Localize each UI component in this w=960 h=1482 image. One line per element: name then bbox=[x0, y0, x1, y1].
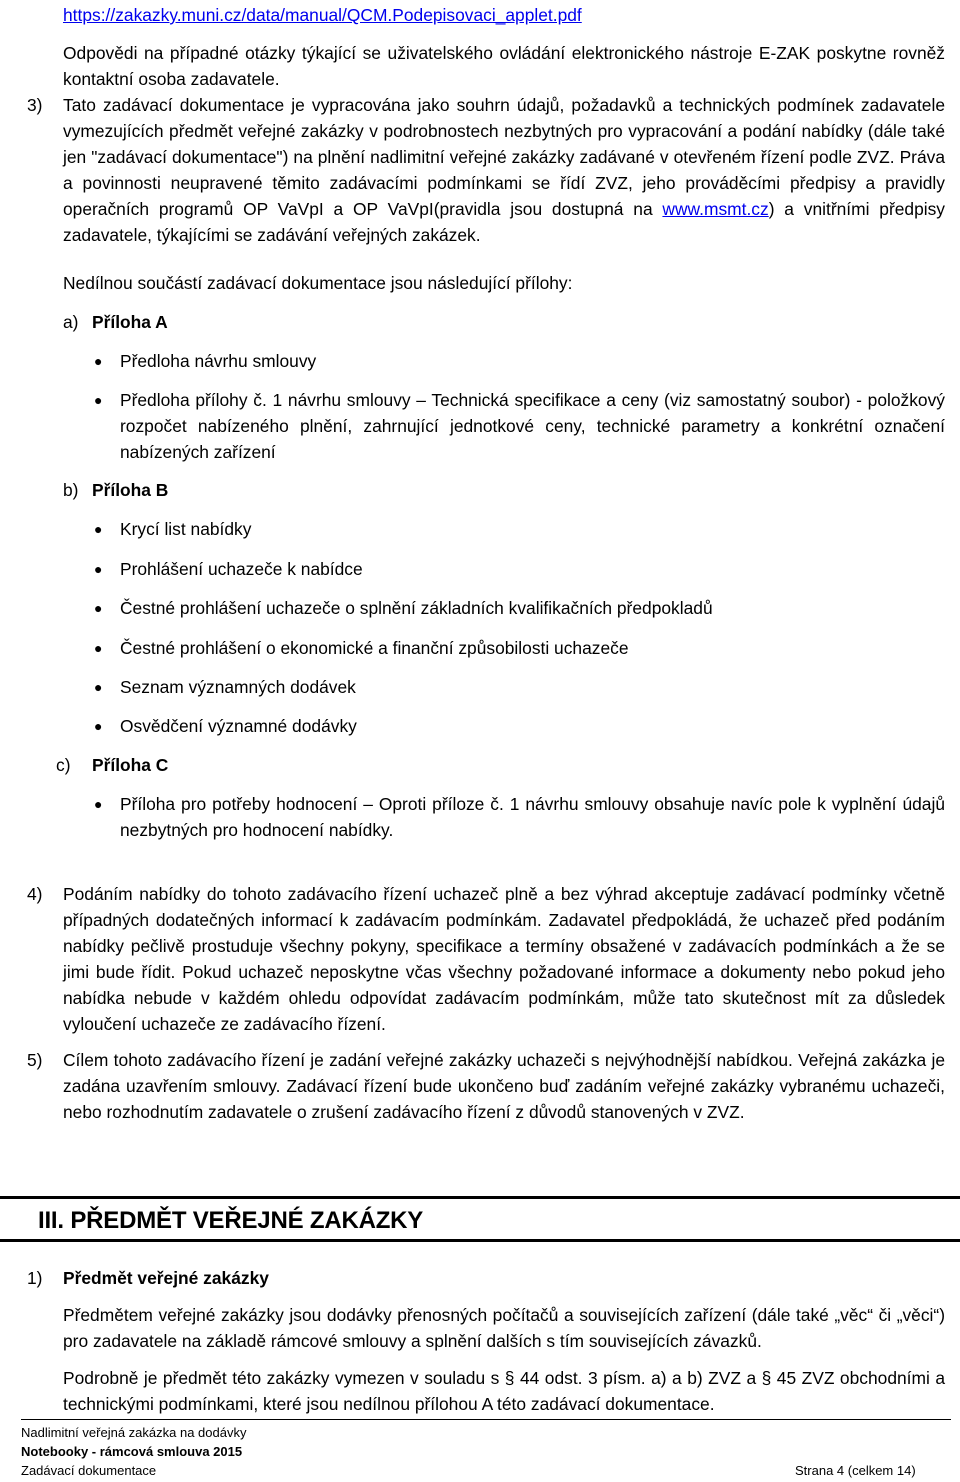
paragraph-5: Cílem tohoto zadávacího řízení je zadání veřejné zakázky uchazeči s nejvýhodnější nabídkou. Veřejná zakázka je zadána uzavřením smlouvy. Zadávací řízení bude ukončeno buď zadáním veřejné zakázky vybranému uchazeči, nebo rozhodnutím zadavatele o zrušení zadávacího řízení z důvodů stanovených v ZVZ. bbox=[63, 1050, 945, 1122]
section-item-title: Předmět veřejné zakázky bbox=[63, 1268, 269, 1288]
annex-b-item: Prohlášení uchazeče k nabídce bbox=[120, 559, 363, 579]
annex-a-item: Předloha návrhu smlouvy bbox=[120, 351, 317, 371]
bullet-icon: ● bbox=[94, 796, 103, 812]
bullet-icon: ● bbox=[94, 600, 103, 616]
annex-c-item: Příloha pro potřeby hodnocení – Oproti příloze č. 1 návrhu smlouvy obsahuje navíc pole k vyplnění údajů nezbytných pro hodnocení nabídky. bbox=[120, 794, 945, 840]
footer-line-2: Notebooky - rámcová smlouva 2015 bbox=[21, 1444, 243, 1459]
annex-b-item: Krycí list nabídky bbox=[120, 519, 252, 539]
annex-a-title: Příloha A bbox=[92, 312, 168, 332]
section-rule-top bbox=[0, 1196, 960, 1199]
bullet-icon: ● bbox=[94, 561, 103, 577]
section-item-number: 1) bbox=[27, 1268, 43, 1288]
section-heading: III. PŘEDMĚT VEŘEJNÉ ZAKÁZKY bbox=[38, 1207, 424, 1234]
bullet-icon: ● bbox=[94, 353, 103, 369]
item-number-4: 4) bbox=[27, 884, 43, 904]
annex-a-letter: a) bbox=[63, 312, 79, 332]
paragraph-4: Podáním nabídky do tohoto zadávacího řízení uchazeč plně a bez výhrad akceptuje zadávací podmínky včetně případných dodatečných informací k zadávacím podmínkám. Zadavatel předpokládá, že uchazeč před podáním nabídky pečlivě prostuduje všechny pokyny, specifikace a termíny obsažené v zadávacích podmínkách a že se jimi bude řídit. Pokud uchazeč neposkytne včas všechny požadované informace a dokumenty nebo pokud jeho nabídka nebude v každém ohledu odpovídat zadávacím podmínkám, může tato skutečnost mít za důsledek vyloučení uchazeče ze zadávacího řízení. bbox=[63, 884, 945, 1034]
msmt-link[interactable]: www.msmt.cz bbox=[662, 199, 769, 219]
manual-link[interactable] bbox=[63, 2, 945, 28]
item-number-3: 3) bbox=[27, 95, 43, 115]
annex-a-item: Předloha přílohy č. 1 návrhu smlouvy – Technická specifikace a ceny (viz samostatný soubor) - položkový rozpočet nabízeného plnění, zahrnující jednotkové ceny, technické parametry a konkrétní označení nabízených zařízení bbox=[120, 390, 945, 462]
bullet-icon: ● bbox=[94, 640, 103, 656]
footer-rule bbox=[21, 1419, 951, 1420]
subject-paragraph-1: Předmětem veřejné zakázky jsou dodávky přenosných počítačů a souvisejících zařízení (dále také „věc“ či „věci“) pro zadavatele na základě rámcové smlouvy a splnění dalších s tím souvisejících závazků. bbox=[63, 1305, 945, 1351]
section-rule-bottom bbox=[0, 1239, 960, 1242]
footer-line-3: Zadávací dokumentace bbox=[21, 1463, 157, 1478]
contact-note: Odpovědi na případné otázky týkající se uživatelského ovládání elektronického nástroje E-ZAK poskytne rovněž kontaktní osoba zadavatele. bbox=[63, 43, 945, 89]
annex-b-title: Příloha B bbox=[92, 480, 169, 500]
subject-paragraph-2: Podrobně je předmět této zakázky vymezen v souladu s § 44 odst. 3 písm. a) a b) ZVZ a § 45 ZVZ obchodními a technickými podmínkami, které jsou nedílnou přílohou A této zadávací dokumentace. bbox=[63, 1368, 945, 1414]
annex-b-letter: b) bbox=[63, 480, 79, 500]
bullet-icon: ● bbox=[94, 679, 103, 695]
annex-b-item: Čestné prohlášení uchazeče o splnění základních kvalifikačních předpokladů bbox=[120, 598, 713, 618]
item-number-5: 5) bbox=[27, 1050, 43, 1070]
paragraph-3-text-end: ) a vnitřními předpisy zadavatele, týkajícími se zadávání veřejných zakázek. bbox=[63, 199, 946, 245]
manual-link-text[interactable]: https://zakazky.muni.cz/data/manual/QCM.Podepisovaci_applet.pdf bbox=[63, 5, 582, 25]
footer-line-1: Nadlimitní veřejná zakázka na dodávky bbox=[21, 1425, 247, 1440]
annex-intro: Nedílnou součástí zadávací dokumentace jsou následující přílohy: bbox=[63, 273, 573, 293]
bullet-icon: ● bbox=[94, 521, 103, 537]
annex-b-item: Seznam významných dodávek bbox=[120, 677, 356, 697]
annex-b-item: Čestné prohlášení o ekonomické a finanční způsobilosti uchazeče bbox=[120, 638, 629, 658]
bullet-icon: ● bbox=[94, 718, 103, 734]
bullet-icon: ● bbox=[94, 392, 103, 408]
annex-b-item: Osvědčení významné dodávky bbox=[120, 716, 357, 736]
paragraph-3 bbox=[63, 92, 945, 248]
paragraph-3-text: Tato zadávací dokumentace je vypracována jako souhrn údajů, požadavků a technických podmínek zadavatele vymezujících předmět veřejné zakázky v podrobnostech nezbytných pro vypracování a podání nabídky (dále také jen "zadávací dokumentace") na plnění nadlimitní veřejné zakázky zadávané v otevřeném řízení podle ZVZ. Práva a povinnosti neupravené těmito zadávacími podmínkami se řídí ZVZ, jeho prováděcími předpisy a pravidly operačních programů OP VaVpI a OP VaVpI(pravidla jsou dostupná na bbox=[63, 95, 945, 219]
annex-c-letter: c) bbox=[56, 755, 71, 775]
footer-page-number: Strana 4 (celkem 14) bbox=[795, 1463, 916, 1478]
annex-c-title: Příloha C bbox=[92, 755, 169, 775]
